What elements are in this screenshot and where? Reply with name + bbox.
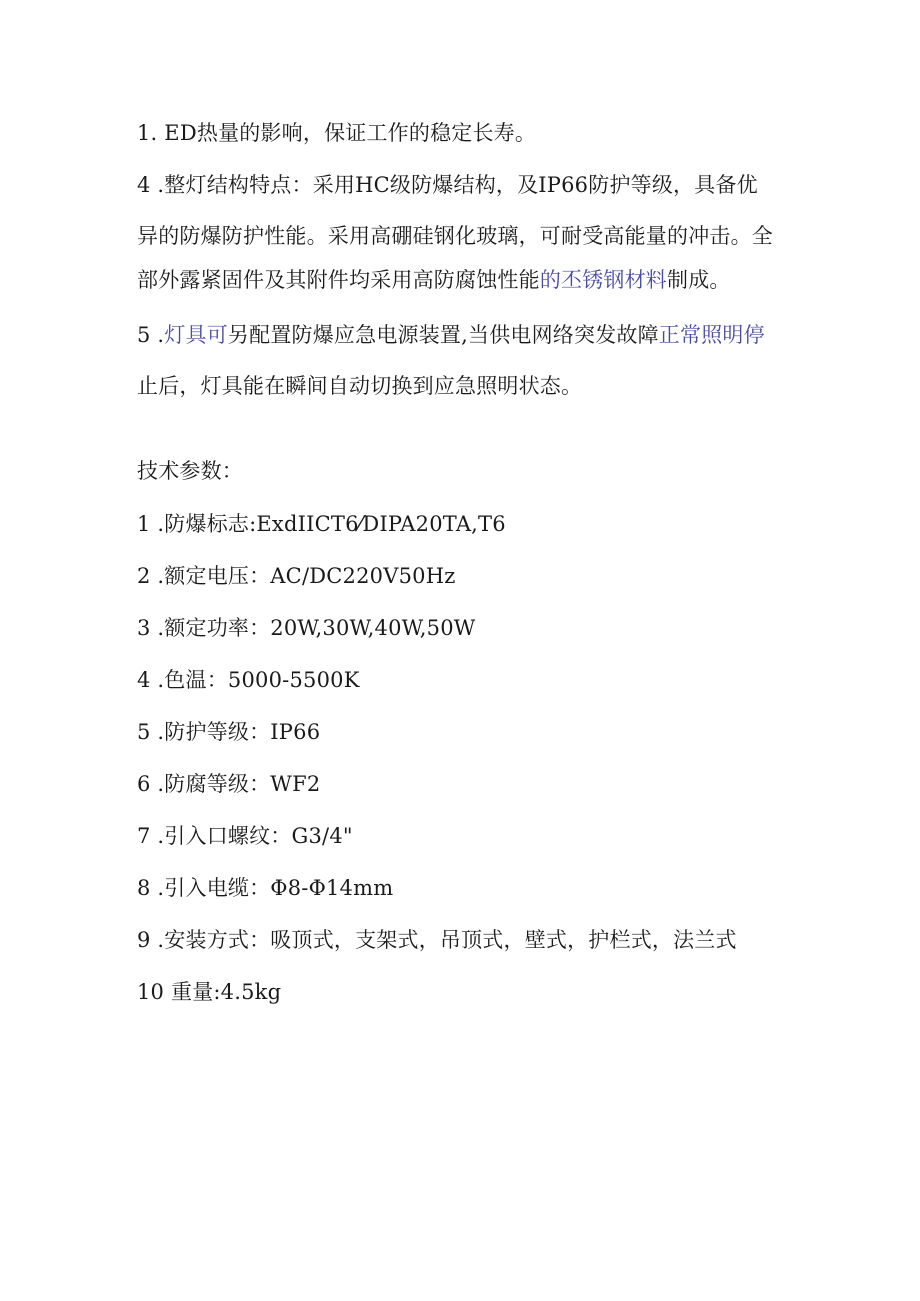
feature-item-1-text: 1. ED热量的影响，保证工作的稳定长寿。 (137, 121, 537, 145)
spec-item (137, 562, 455, 590)
spec-item-text: 1 .防爆标志:ExdIICT6⁄DIPA20TA,T6 (137, 512, 506, 536)
feature-item-4-line-3 (137, 266, 731, 294)
spec-item-text: 2 .额定电压：AC/DC220V50Hz (137, 564, 456, 588)
spec-item (137, 510, 506, 538)
spec-item (137, 770, 320, 798)
spec-item-text: 7 .引入口螺纹：G3/4" (137, 824, 353, 848)
spec-item-text: 4 .色温：5000-5500K (137, 668, 360, 692)
feature-item-5-middle: 另配置防爆应急电源装置,当供电网络突发故障 (227, 323, 659, 347)
lamp-link[interactable]: 灯具可 (164, 323, 228, 347)
spec-item-text: 6 .防腐等级：WF2 (137, 772, 321, 796)
stainless-steel-link[interactable]: 的丕锈钢材料 (539, 268, 668, 292)
spec-item-text: 9 .安装方式：吸顶式，支架式，吊顶式，壁式，护栏式，法兰式 (137, 928, 737, 952)
spec-item-text: 3 .额定功率：20W,30W,40W,50W (137, 616, 476, 640)
specs-heading-text: 技术参数： (137, 459, 243, 483)
spec-item (137, 978, 281, 1006)
feature-item-4-text-1: 4 .整灯结构特点：采用HC级防爆结构，及IP66防护等级，具备优 (137, 173, 758, 197)
feature-item-1 (137, 119, 536, 147)
spec-item-text: 5 .防护等级：IP66 (137, 720, 321, 744)
feature-item-5-prefix: 5 . (137, 323, 165, 347)
spec-item (137, 874, 393, 902)
spec-item-text: 8 .引入电缆：Φ8-Φ14mm (137, 876, 394, 900)
feature-item-4-text-3a: 部外露紧固件及其附件均采用高防腐蚀性能 (137, 268, 540, 292)
feature-item-4-line-2 (137, 222, 773, 250)
spec-item (137, 822, 353, 850)
spec-item (137, 614, 476, 642)
spec-item (137, 666, 360, 694)
spec-item (137, 718, 320, 746)
feature-item-4-text-3b: 制成。 (667, 268, 731, 292)
feature-item-5-text-2: 止后，灯具能在瞬间自动切换到应急照明状态。 (137, 374, 583, 398)
feature-item-4-text-2: 异的防爆防护性能。采用高硼硅钢化玻璃，可耐受高能量的冲击。全 (137, 224, 773, 248)
feature-item-5-line-1 (137, 321, 765, 349)
spec-item (137, 926, 737, 954)
normal-lighting-link[interactable]: 正常照明停 (658, 323, 765, 347)
spec-item-text: 10 重量:4.5kg (137, 980, 282, 1004)
feature-item-5-line-2 (137, 372, 582, 400)
specs-heading (137, 457, 243, 485)
feature-item-4-line-1 (137, 171, 758, 199)
